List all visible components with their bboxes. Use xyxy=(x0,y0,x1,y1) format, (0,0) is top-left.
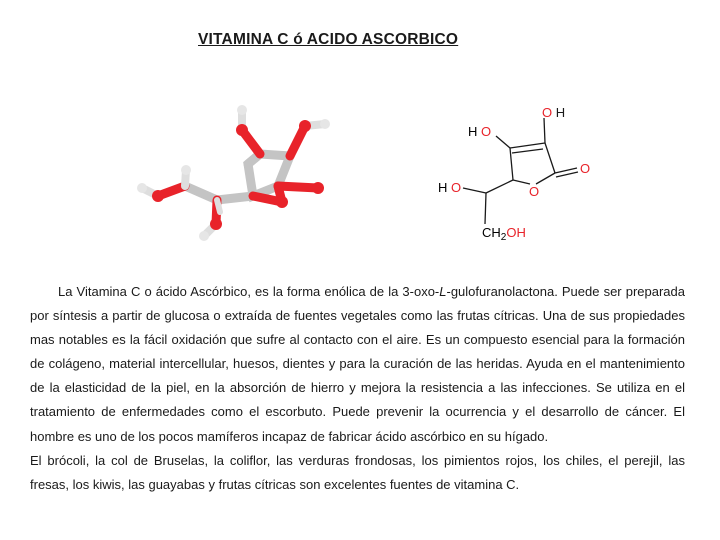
formula-label-ch2oh: $CH_2OH$ xyxy=(482,225,526,243)
molecule-3d-model-image xyxy=(120,96,360,256)
formula-label-o-carbonyl: O xyxy=(580,161,591,176)
formula-label-o-ring: O xyxy=(529,184,540,199)
formula-label-oh-top: O H xyxy=(542,105,566,120)
formula-label-ho-ring: H O xyxy=(468,124,492,139)
body-text xyxy=(30,280,685,497)
page-title: VITAMINA C ó ACIDO ASCORBICO xyxy=(198,31,459,48)
paragraph-description: La Vitamina C o ácido Ascórbico, es la forma enólica de la 3-oxo-L-gulofuranolactona. Puede ser preparada por síntesis a partir de glucosa o extraída de fuentes vegetales como las frutas cítricas. Una de sus propiedades mas notables es la fácil oxidación que sufre al contacto con el aire. Es un compuesto esencial para la formación de colágeno, material intercellular, huesos, dientes y para la curación de las heridas. Ayuda en el mantenimiento de la elasticidad de la piel, en la absorción de hierro y mejora la resistencia a las infecciones. Se utiliza en el tratamiento de enfermedades como el escorbuto. Puede prevenir la ocurrencia y el desarrollo de cáncer. El hombre es uno de los pocos mamíferos incapaz de fabricar ácido ascórbico en su hígado. xyxy=(30,284,685,444)
structural-formula-diagram xyxy=(430,98,610,248)
paragraph-sources: El brócoli, la col de Bruselas, la coliflor, las verduras frondosas, los pimientos rojos, los chiles, el perejil, las fresas, los kiwis, las guayabas y frutas cítricas son excelentes fuentes de vitamina C. xyxy=(30,452,685,492)
formula-label-ho-side: H O xyxy=(438,180,462,195)
